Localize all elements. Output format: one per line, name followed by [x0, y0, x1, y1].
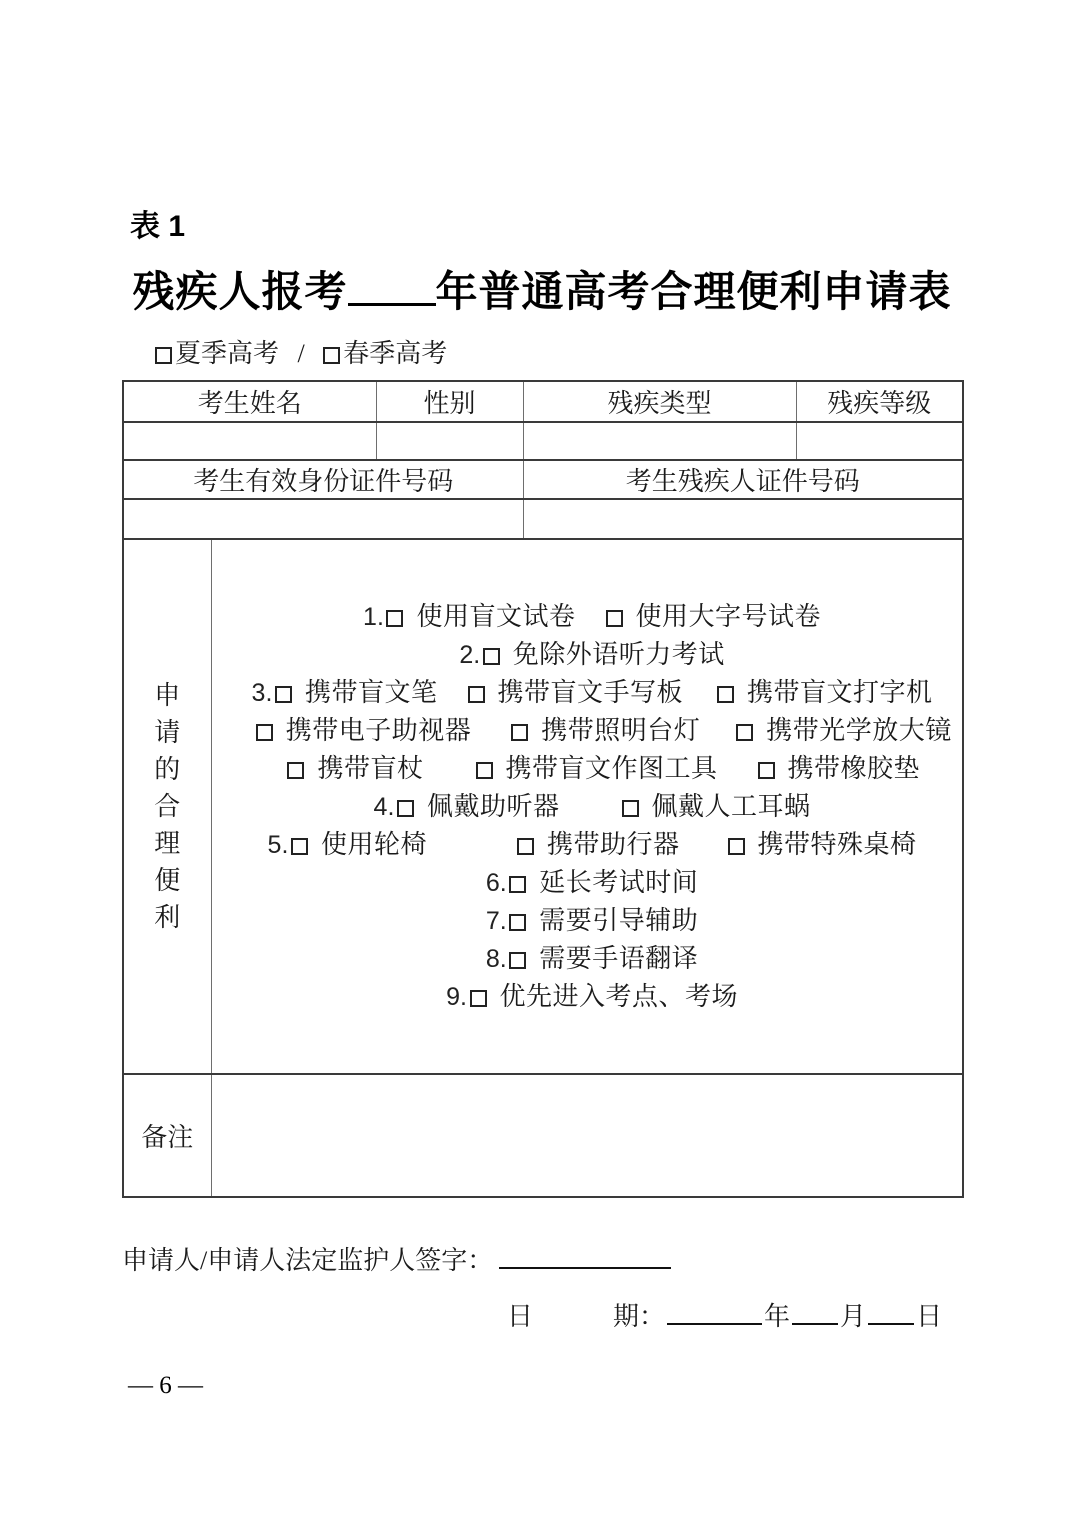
form-number-label: 表 1 — [130, 210, 186, 243]
season-selector — [122, 338, 962, 370]
date-year-blank[interactable] — [667, 1323, 762, 1325]
title-prefix: 残疾人报考 — [132, 270, 348, 316]
accommodation-label: 免除外语听力考试 — [512, 639, 725, 669]
date-label-part1: 日 — [507, 1302, 534, 1331]
gender-input-cell[interactable] — [376, 422, 523, 460]
item-number: 6. — [485, 868, 507, 897]
accommodation-label: 携带盲文打字机 — [747, 677, 933, 707]
page-number: — 6 — — [128, 1372, 203, 1399]
date-month-blank[interactable] — [792, 1323, 838, 1325]
application-form-table — [122, 380, 964, 1198]
accommodation-checkbox[interactable] — [509, 914, 526, 931]
accommodation-checkbox[interactable] — [397, 800, 414, 817]
accommodation-label: 使用盲文试卷 — [416, 601, 576, 631]
date-row — [122, 1300, 962, 1334]
accommodation-checkbox[interactable] — [470, 990, 487, 1007]
accommodation-label: 需要引导辅助 — [539, 905, 699, 935]
accommodation-checkbox[interactable] — [476, 762, 493, 779]
accommodations-row-label-cell — [123, 539, 211, 1074]
accommodation-label: 携带照明台灯 — [541, 715, 701, 745]
item-number: 2. — [459, 640, 481, 669]
title-suffix: 年普通高考合理便利申请表 — [435, 270, 952, 316]
item-number: 3. — [251, 678, 273, 707]
summer-checkbox[interactable] — [155, 347, 172, 364]
accommodation-checkbox[interactable] — [291, 838, 308, 855]
date-label-part2: 期： — [613, 1302, 666, 1331]
accommodation-label: 佩戴助听器 — [426, 791, 560, 821]
accommodation-checkbox[interactable] — [511, 724, 528, 741]
item-number: 7. — [485, 906, 507, 935]
accommodation-line — [220, 940, 963, 978]
header-disability-level: 残疾等级 — [796, 381, 963, 422]
accommodation-line — [220, 788, 963, 826]
signature-blank[interactable] — [499, 1267, 671, 1269]
accommodation-line — [220, 636, 963, 674]
date-day-blank[interactable] — [868, 1323, 914, 1325]
accommodations-list-cell — [211, 539, 963, 1074]
page-title — [122, 268, 962, 318]
accommodation-checkbox[interactable] — [517, 838, 534, 855]
accommodation-checkbox[interactable] — [386, 610, 403, 627]
item-number: 9. — [446, 982, 467, 1011]
accommodation-line — [220, 978, 963, 1016]
accommodation-label: 携带盲文笔 — [304, 677, 438, 707]
accommodation-label: 携带电子助视器 — [285, 715, 472, 745]
season-separator: / — [297, 339, 305, 368]
accommodation-checkbox[interactable] — [483, 648, 500, 665]
item-number: 8. — [485, 944, 507, 973]
accommodation-checkbox[interactable] — [509, 876, 526, 893]
accommodation-checkbox[interactable] — [287, 762, 304, 779]
accommodation-label: 携带特殊桌椅 — [757, 829, 917, 859]
accommodation-checkbox[interactable] — [758, 762, 775, 779]
accommodation-label: 携带盲文手写板 — [497, 677, 684, 707]
accommodation-label: 携带盲文作图工具 — [505, 753, 718, 783]
name-input-cell[interactable] — [123, 422, 376, 460]
accommodation-line — [220, 864, 963, 902]
accommodation-label: 携带橡胶垫 — [787, 753, 921, 783]
disability-type-input-cell[interactable] — [523, 422, 796, 460]
item-number: 1. — [363, 602, 384, 631]
accommodation-checkbox[interactable] — [606, 610, 623, 627]
accommodation-label: 携带光学放大镜 — [766, 715, 952, 745]
accommodation-checkbox[interactable] — [728, 838, 745, 855]
day-label: 日 — [916, 1302, 943, 1331]
accommodation-label: 优先进入考点、考场 — [499, 981, 739, 1011]
disability-cert-input-cell[interactable] — [523, 499, 963, 539]
accommodation-label: 延长考试时间 — [539, 867, 699, 897]
item-number: 5. — [267, 830, 289, 859]
spring-checkbox[interactable] — [323, 347, 340, 364]
remark-label: 备注 — [123, 1074, 211, 1197]
accommodation-line — [220, 826, 963, 864]
header-id-number: 考生有效身份证件号码 — [123, 460, 523, 499]
accommodation-checkbox[interactable] — [275, 686, 292, 703]
accommodation-label: 携带盲杖 — [317, 753, 424, 783]
remark-input-cell[interactable] — [211, 1074, 963, 1197]
id-number-input-cell[interactable] — [123, 499, 523, 539]
summer-label: 夏季高考 — [175, 339, 280, 368]
header-name: 考生姓名 — [123, 381, 376, 422]
title-year-blank[interactable] — [348, 303, 436, 306]
accommodation-line — [220, 902, 963, 940]
month-label: 月 — [840, 1302, 867, 1331]
disability-level-input-cell[interactable] — [796, 422, 963, 460]
accommodation-checkbox[interactable] — [622, 800, 639, 817]
accommodations-row-label: 申请的合理便利 — [154, 681, 181, 932]
accommodation-label: 携带助行器 — [547, 829, 680, 859]
accommodation-label: 使用大字号试卷 — [635, 601, 822, 631]
accommodation-checkbox[interactable] — [717, 686, 734, 703]
accommodation-line — [220, 674, 963, 712]
header-disability-type: 残疾类型 — [523, 381, 796, 422]
accommodation-label: 使用轮椅 — [320, 829, 427, 859]
accommodation-checkbox[interactable] — [468, 686, 485, 703]
header-gender: 性别 — [376, 381, 523, 422]
signature-label: 申请人/申请人法定监护人签字： — [122, 1246, 494, 1275]
accommodation-checkbox[interactable] — [736, 724, 753, 741]
accommodation-label: 佩戴人工耳蜗 — [651, 791, 811, 821]
header-disability-cert-number: 考生残疾人证件号码 — [523, 460, 963, 499]
accommodation-label: 需要手语翻译 — [539, 943, 699, 973]
accommodation-line — [220, 598, 963, 636]
spring-label: 春季高考 — [343, 339, 448, 368]
accommodation-line — [220, 712, 963, 750]
item-number: 4. — [373, 792, 395, 821]
accommodation-checkbox[interactable] — [256, 724, 273, 741]
year-label: 年 — [764, 1302, 791, 1331]
accommodation-checkbox[interactable] — [509, 952, 526, 969]
signature-row — [122, 1244, 962, 1278]
accommodation-line — [220, 750, 963, 788]
